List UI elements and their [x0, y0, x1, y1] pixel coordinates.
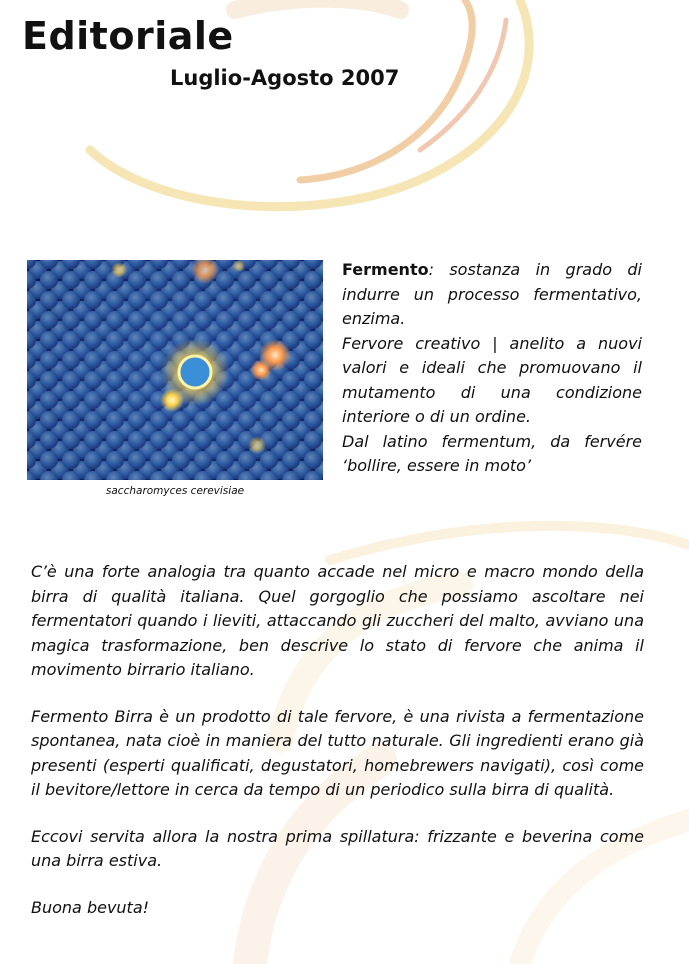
editorial-body [31, 560, 644, 942]
definition-meaning: : sostanza in grado di indurre un processo fermentativo, enzima. [342, 260, 642, 328]
paragraph: Fermento Birra è un prodotto di tale fervore, è una rivista a fermentazione spontanea, nata cioè in maniera del tutto naturale. Gli ingredienti erano già presenti (esperti qualificati, degustatori, homebrewers navigati), così come il bevitore/lettore in cerca da tempo di un periodico sulla birra di qualità. [31, 706, 644, 799]
yeast-cells-photo [27, 260, 323, 480]
sign-off: Buona bevuta! [31, 897, 150, 917]
photo-caption: saccharomyces cerevisiae [105, 485, 245, 497]
definition-etymology: Dal latino fermentum, da fervére ‘bollire, essere in moto’ [342, 431, 642, 475]
issue-date: Luglio-Agosto 2007 [170, 66, 400, 90]
definition-entry [342, 258, 642, 332]
paragraph: C’è una forte analogia tra quanto accade nel micro e macro mondo della birra di qualità italiana. Quel gorgoglio che possiamo ascoltare nei fermentatori quando i lieviti, attaccando gli zuccheri del malto, avviano una magica trasformazione, ben descrive lo stato di fervore che anima il movimento birrario italiano. [31, 562, 644, 679]
definition-figurative: Fervore creativo | anelito a nuovi valori e ideali che promuovano il mutamento di una condizione interiore o di un ordine. [342, 333, 642, 426]
definition-term: Fermento [342, 260, 429, 279]
page-title: Editoriale [22, 14, 234, 58]
paragraph: Eccovi servita allora la nostra prima spillatura: frizzante e beverina come una birra estiva. [31, 826, 644, 870]
definition-box [342, 258, 642, 479]
